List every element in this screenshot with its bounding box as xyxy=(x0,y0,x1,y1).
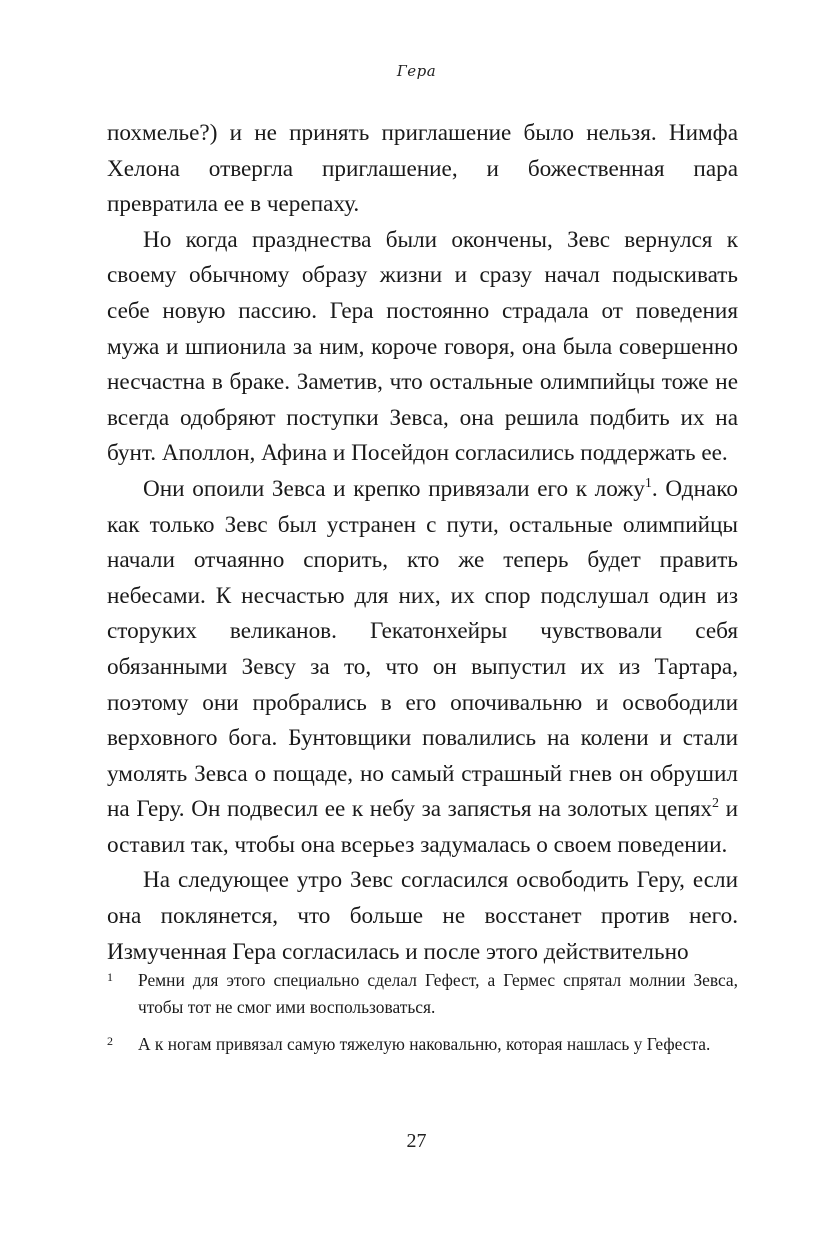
paragraph-text: Они опоили Зевса и крепко привязали его к ложу xyxy=(143,475,645,502)
paragraph-text: . Однако как только Зевс был устранен с пути, остальные олимпийцы начали отчаянно спорить, кто же теперь будет править небесами. К несчастью для них, их спор подслушал один из сторуких великанов. Гекатонхейры чувствовали себя обязанными Зевсу за то, что он выпустил их из Тартара, поэтому они пробрались в его опочивальню и освободили верховного бога. Бунтовщики повалились на колени и стали умолять Зевса о пощаде, но самый страшный гнев он обрушил на Геру. Он подвесил ее к небу за запястья на золотых цепях xyxy=(107,475,738,823)
running-head: Гера xyxy=(396,62,437,80)
footnote-text: Ремни для этого специально сделал Гефест, а Гермес спрятал молнии Зевса, чтобы тот не смог ими воспользоваться. xyxy=(138,970,738,1017)
footnote-2 xyxy=(107,1031,738,1058)
paragraph: На следующее утро Зевс согласился освободить Геру, если она поклянется, что больше не восстанет против него. Измученная Гера согласилась и после этого действительно xyxy=(107,867,738,965)
page-number: 27 xyxy=(406,1130,427,1152)
body-text xyxy=(107,116,738,970)
paragraph: Но когда празднества были окончены, Зевс вернулся к своему обычному образу жизни и сразу начал подыскивать себе новую пассию. Гера постоянно страдала от поведения мужа и шпионила за ним, короче говоря, она была совершенно несчастна в браке. Заметив, что остальные олимпийцы тоже не всегда одобряют поступки Зевса, она решила подбить их на бунт. Аполлон, Афина и Посейдон согласились поддержать ее. xyxy=(107,226,738,467)
footnote-ref-2[interactable]: 2 xyxy=(711,796,719,812)
footnote-ref-1[interactable]: 1 xyxy=(644,475,652,491)
paragraph-text: и оставил так, чтобы она всерьез задумалась о своем поведении. xyxy=(107,796,738,858)
footnote-text: А к ногам привязал самую тяжелую наковальню, которая нашлась у Гефеста. xyxy=(138,1034,711,1054)
footnotes xyxy=(107,967,738,1068)
footnote-1 xyxy=(107,967,738,1021)
footnote-number: 2 xyxy=(107,1034,113,1048)
paragraph xyxy=(107,472,738,864)
paragraph: похмелье?) и не принять приглашение было нельзя. Нимфа Хелона отвергла приглашение, и божественная пара превратила ее в черепаху. xyxy=(107,120,738,218)
footnote-number: 1 xyxy=(107,970,113,984)
